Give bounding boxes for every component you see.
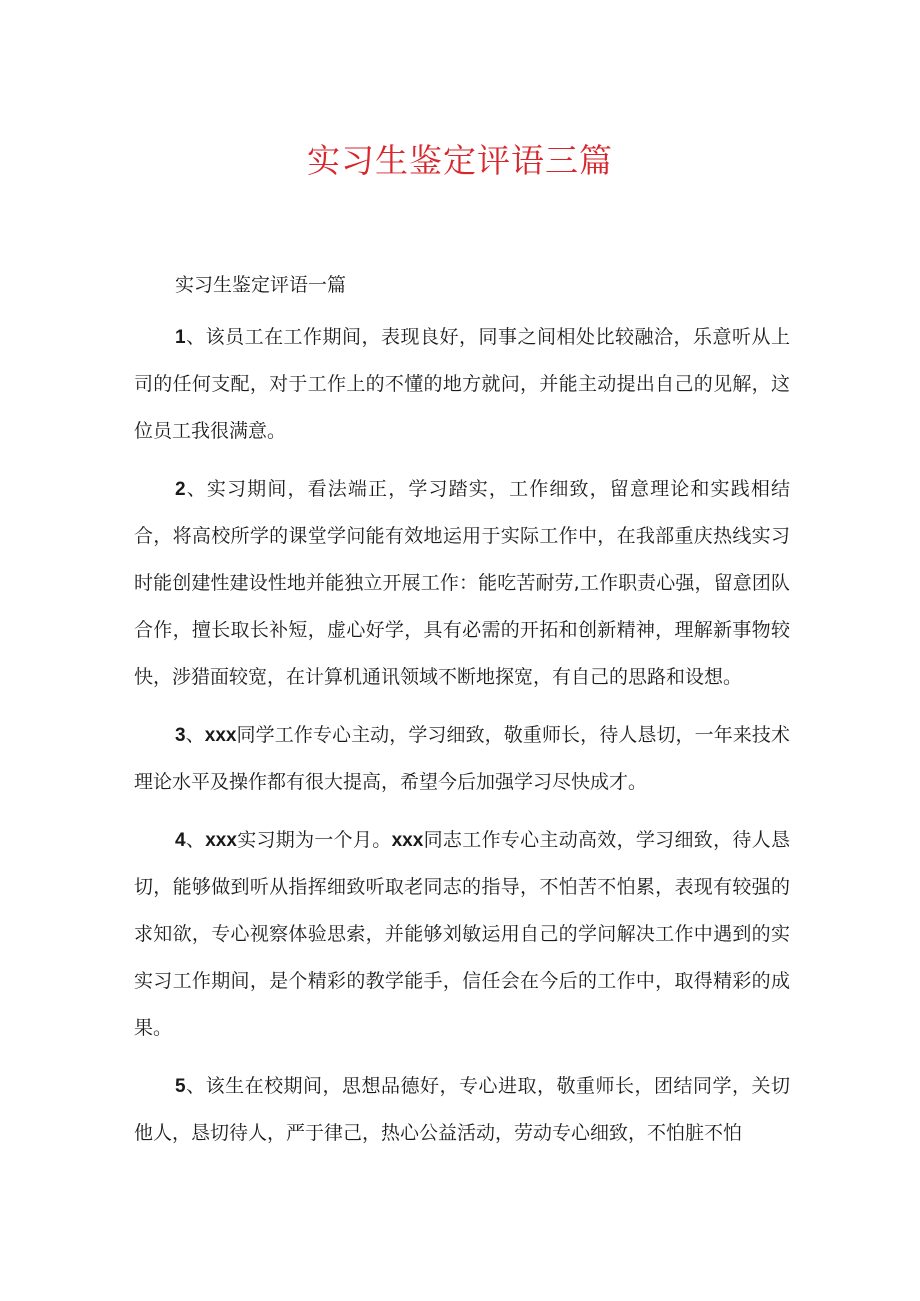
document-title: 实习生鉴定评语三篇 — [307, 141, 613, 180]
placeholder-name: xxx — [204, 725, 237, 746]
paragraph-item-2 — [134, 466, 790, 701]
item-number: 5 — [175, 1076, 186, 1097]
document-body — [134, 262, 790, 1168]
paragraph-item-1 — [134, 314, 790, 455]
paragraph-item-4 — [134, 817, 790, 1052]
paragraph-text: 、实习期间，看法端正，学习踏实，工作细致，留意理论和实践相结合，将高校所学的课堂学问能有效地运用于实际工作中，在我部重庆热线实习时能创建性建设性地并能独立开展工作：能吃苦耐劳,工作职责心强，留意团队合作，擅长取长补短，虚心好学，具有必需的开拓和创新精神，理解新事物较快，涉猎面较宽，在计算机通讯领域不断地探宽，有自己的思路和设想。 — [134, 478, 790, 688]
item-number: 2 — [175, 479, 186, 500]
section-heading: 实习生鉴定评语一篇 — [175, 274, 347, 296]
paragraph-item-5 — [134, 1063, 790, 1157]
paragraph-text: 、该生在校期间，思想品德好，专心进取，敬重师长，团结同学，关切他人，恳切待人，严于律己，热心公益活动，劳动专心细致，不怕脏不怕 — [134, 1075, 790, 1144]
item-number: 4 — [175, 830, 186, 851]
paragraph-text-b: 同志工作专心主动高效，学习细致，待人恳切，能够做到听从指挥细致听取老同志的指导，不怕苦不怕累，表现有较强的求知欲，专心视察体验思索，并能够刘敏运用自己的学问解决工作中遇到的实实习工作期间，是个精彩的教学能手，信任会在今后的工作中，取得精彩的成果。 — [134, 829, 790, 1039]
paragraph-text: 、该员工在工作期间，表现良好，同事之间相处比较融洽，乐意听从上司的任何支配，对于工作上的不懂的地方就问，并能主动提出自己的见解，这位员工我很满意。 — [134, 326, 790, 442]
item-number: 3 — [175, 725, 186, 746]
item-number: 1 — [175, 327, 186, 348]
paragraph-text-a: 实习期为一个月。 — [236, 829, 392, 851]
placeholder-name: xxx — [205, 830, 237, 851]
paragraph-item-3 — [134, 712, 790, 806]
item-separator: 、 — [185, 829, 206, 851]
placeholder-name-2: xxx — [391, 830, 424, 851]
paragraph-text: 同学工作专心主动，学习细致，敬重师长，待人恳切，一年来技术理论水平及操作都有很大提高，希望今后加强学习尽快成才。 — [134, 724, 790, 793]
item-separator: 、 — [185, 724, 205, 746]
